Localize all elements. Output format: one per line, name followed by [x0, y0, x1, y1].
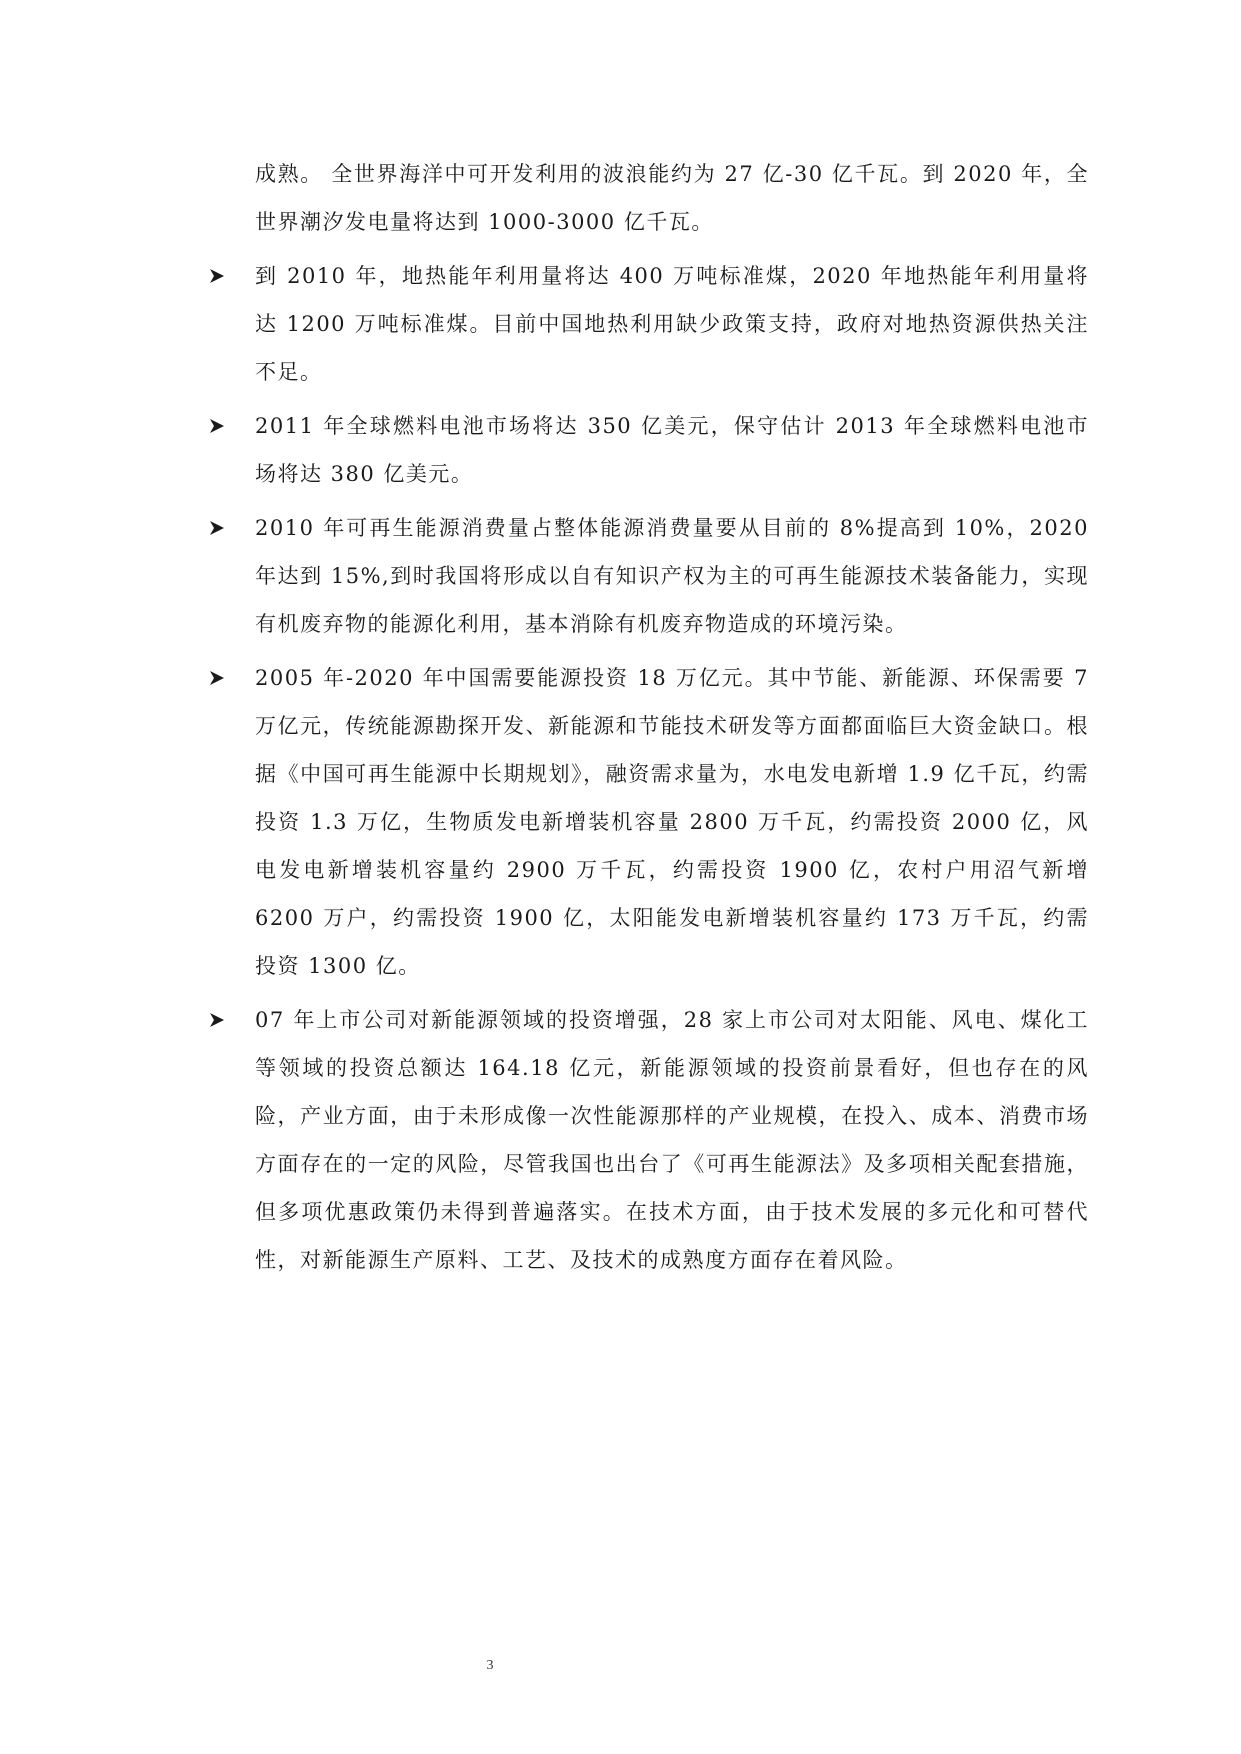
arrowhead-bullet-icon — [209, 654, 239, 702]
bullet-text: 07 年上市公司对新能源领域的投资增强，28 家上市公司对太阳能、风电、煤化工等领域的投资总额达 164.18 亿元，新能源领域的投资前景看好，但也存在的风险，产业方面，由于未形成像一次性能源那样的产业规模，在投入、成本、消费市场方面存在的一定的风险，尽管我国也出台了《可再生能源法》及多项相关配套措施，但多项优惠政策仍未得到普遍落实。在技术方面，由于技术发展的多元化和可替代性，对新能源生产原料、工艺、及技术的成熟度方面存在着风险。 — [255, 1008, 1089, 1272]
bullet-item — [209, 402, 1089, 498]
bullet-text: 2011 年全球燃料电池市场将达 350 亿美元，保守估计 2013 年全球燃料电池市场将达 380 亿美元。 — [255, 414, 1089, 486]
document-body — [209, 150, 1089, 1290]
bullet-item — [209, 654, 1089, 990]
bullet-item — [209, 504, 1089, 648]
bullet-item — [209, 996, 1089, 1284]
bullet-text: 2005 年-2020 年中国需要能源投资 18 万亿元。其中节能、新能源、环保需要 7 万亿元，传统能源勘探开发、新能源和节能技术研发等方面都面临巨大资金缺口。根据《中国可再生能源中长期规划》，融资需求量为，水电发电新增 1.9 亿千瓦，约需投资 1.3 万亿，生物质发电新增装机容量 2800 万千瓦，约需投资 2000 亿，风电发电新增装机容量约 2900 万千瓦，约需投资 1900 亿，农村户用沼气新增 6200 万户，约需投资 1900 亿，太阳能发电新增装机容量约 173 万千瓦，约需投资 1300 亿。 — [255, 666, 1089, 978]
arrowhead-bullet-icon — [209, 252, 239, 300]
arrowhead-bullet-icon — [209, 504, 239, 552]
arrowhead-bullet-icon — [209, 402, 239, 450]
bullet-item — [209, 252, 1089, 396]
arrowhead-bullet-icon — [209, 996, 239, 1044]
bullet-text: 2010 年可再生能源消费量占整体能源消费量要从目前的 8%提高到 10%，2020 年达到 15%,到时我国将形成以自有知识产权为主的可再生能源技术装备能力，实现有机废弃物的能源化利用，基本消除有机废弃物造成的环境污染。 — [255, 516, 1089, 636]
page-number: 3 — [486, 1658, 494, 1673]
bullet-text: 到 2010 年，地热能年利用量将达 400 万吨标准煤，2020 年地热能年利用量将达 1200 万吨标准煤。目前中国地热利用缺少政策支持，政府对地热资源供热关注不足。 — [255, 264, 1089, 384]
continuation-paragraph: 成熟。 全世界海洋中可开发利用的波浪能约为 27 亿-30 亿千瓦。到 2020 年，全世界潮汐发电量将达到 1000-3000 亿千瓦。 — [255, 162, 1089, 234]
